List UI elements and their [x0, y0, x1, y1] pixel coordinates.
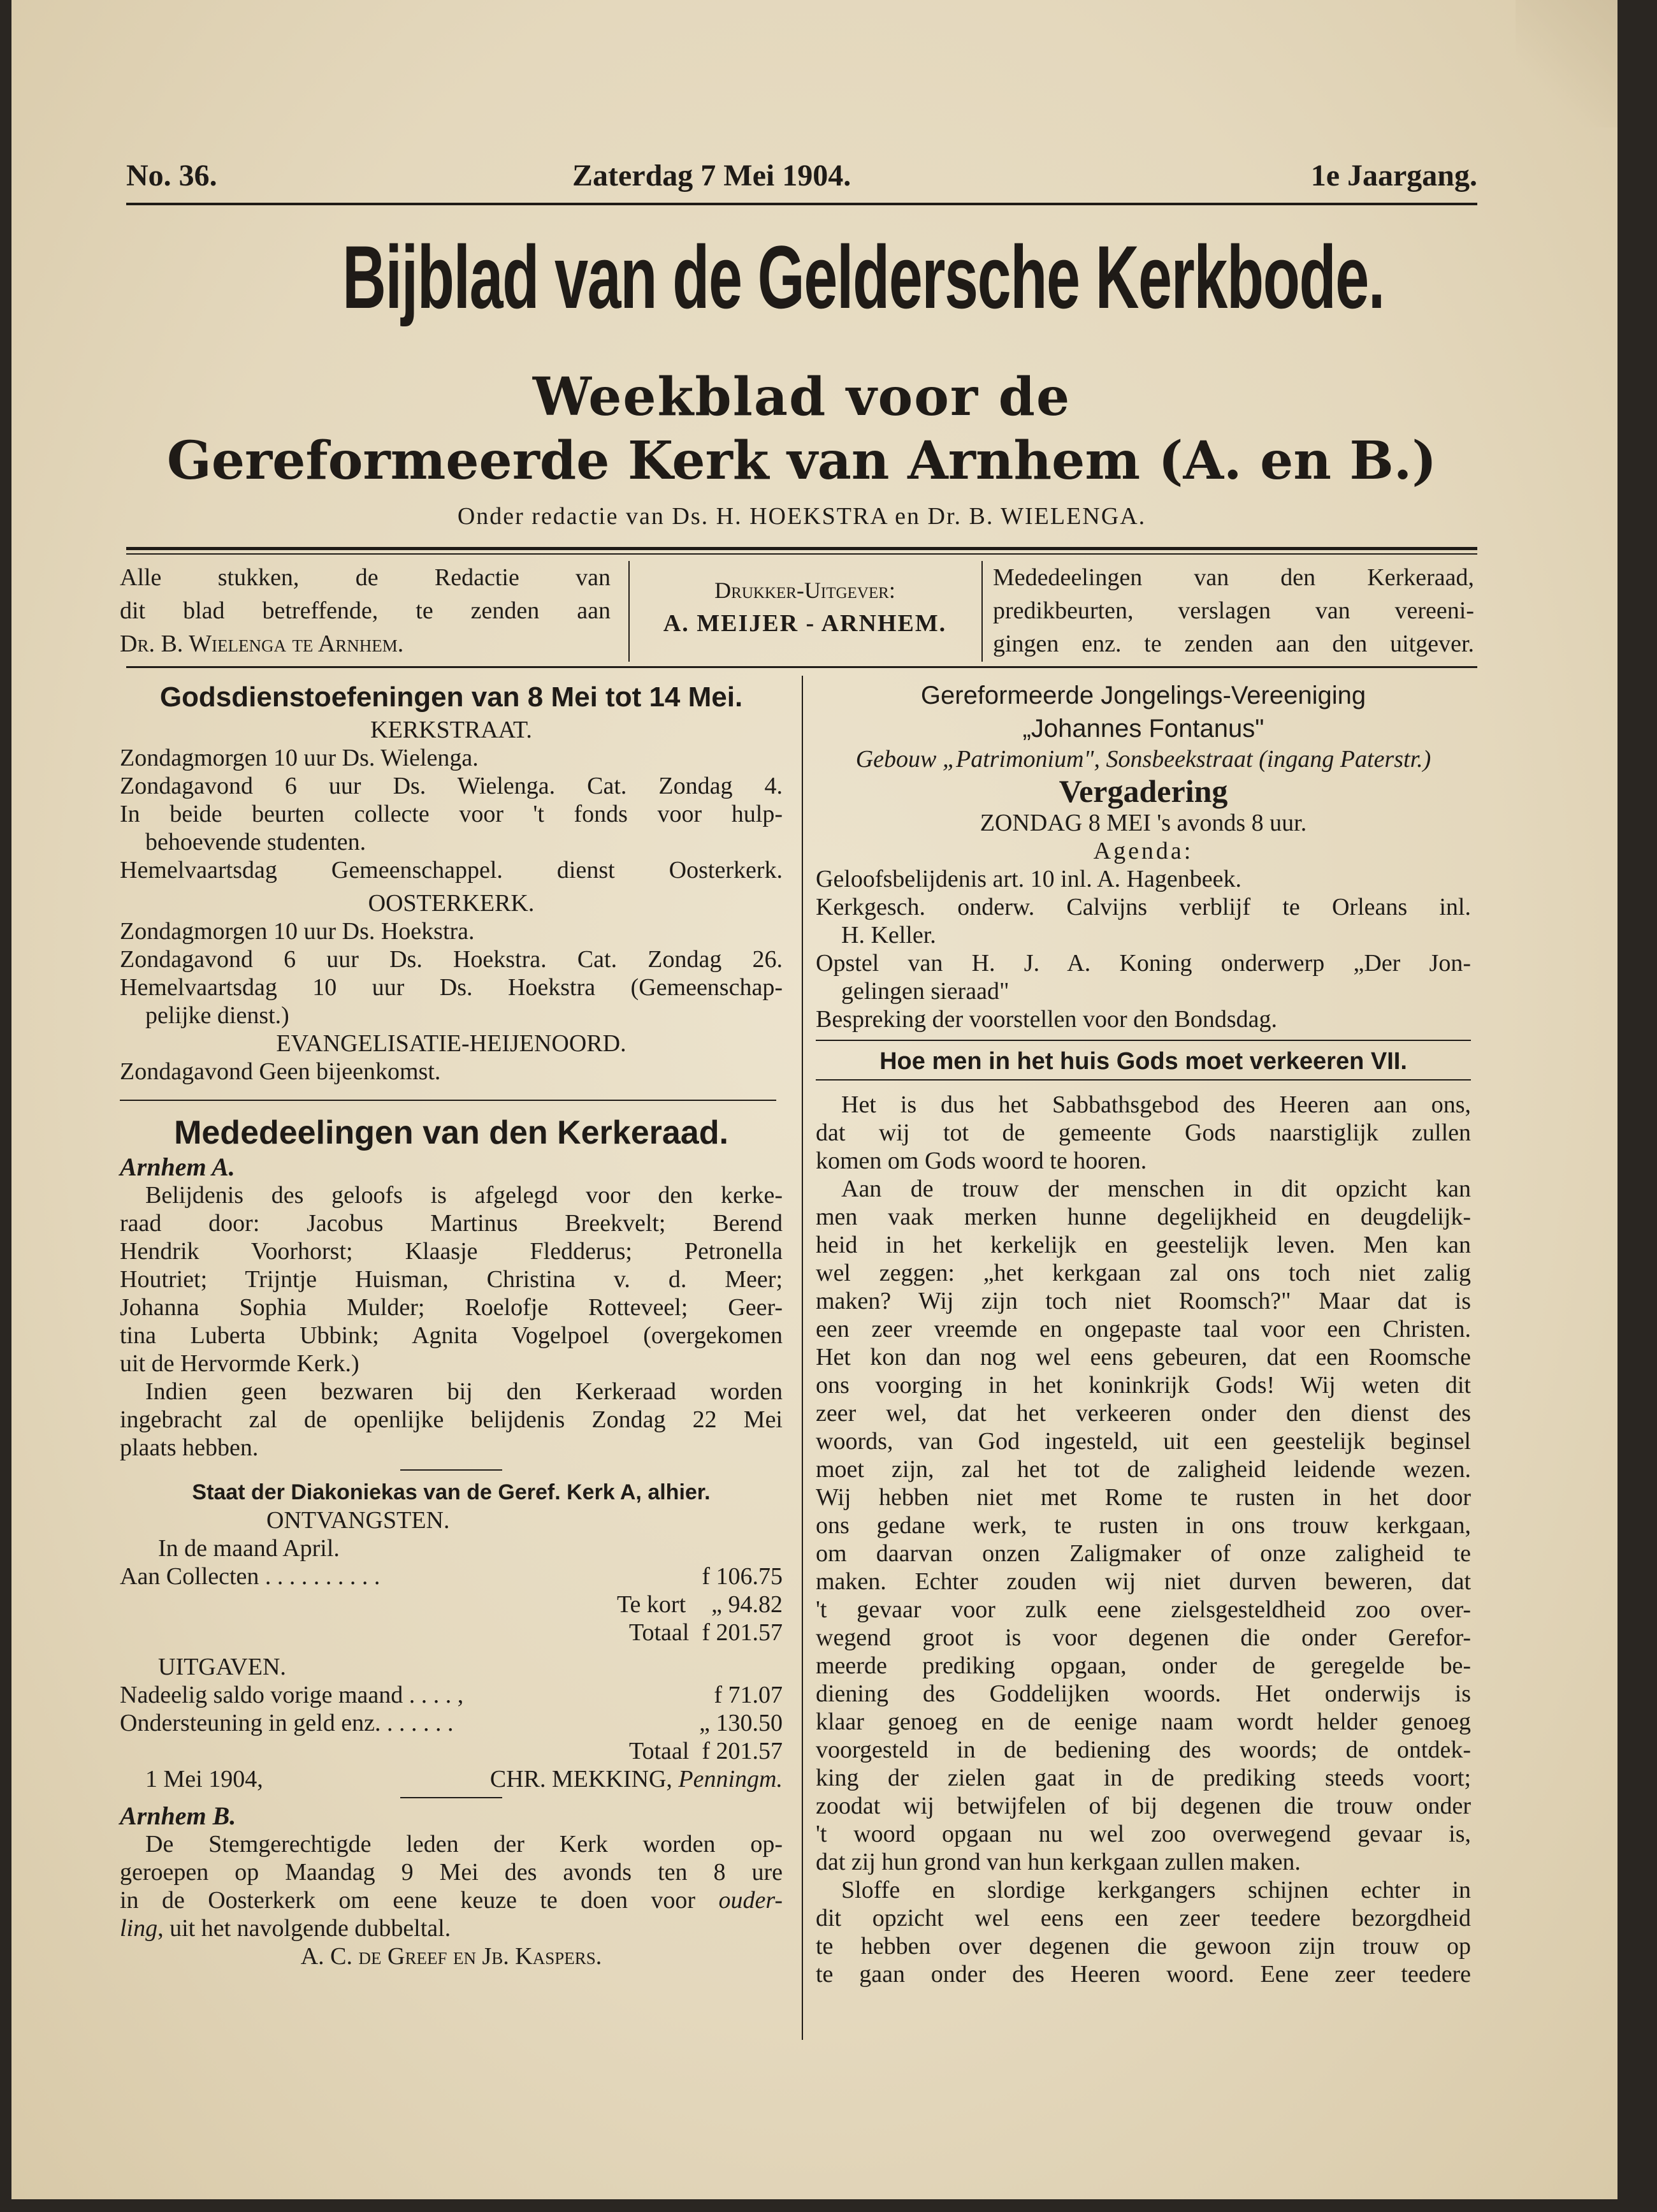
association-subtitle: „Johannes Fontanus" [1022, 715, 1264, 743]
agenda-item: Opstel van H. J. A. Koning onderwerp „Der Jon- [816, 950, 1471, 977]
text-line: Alle stukken, de Redactie van [120, 564, 611, 591]
info-box-submissions [120, 561, 611, 663]
ledger-row [120, 1562, 783, 1590]
agenda-item: Kerkgesch. onderw. Calvijns verblijf te Orleans inl. [816, 894, 1471, 920]
text-line: plaats hebben. [120, 1434, 259, 1461]
text-line: raad door: Jacobus Martinus Breekvelt; Berend [120, 1210, 783, 1237]
box-divider-1 [628, 561, 630, 662]
text-line: Zondagavond 6 uur Ds. Wielenga. Cat. Zondag 4. [120, 773, 783, 799]
text-line: In de maand April. [158, 1535, 340, 1562]
text-line: Mededeelingen van den Kerkeraad, [993, 564, 1474, 591]
article-line: ons voorging in het koninkrijk Gods! Wij weten dit [816, 1372, 1471, 1399]
article-line: diening des Goddelijken woords. Het onderwijs is [816, 1680, 1471, 1707]
text-line: predikbeurten, verslagen van vereeni- [993, 597, 1474, 624]
expenses-heading: UITGAVEN. [158, 1654, 286, 1680]
association-location: Gebouw „Patrimonium", Sonsbeekstraat (ingang Paterstr.) [855, 746, 1431, 773]
text-line: De Stemgerechtigde leden der Kerk worden op- [145, 1831, 783, 1858]
ledger-label: Totaal [628, 1738, 690, 1765]
sign-date: 1 Mei 1904, [145, 1766, 263, 1793]
ledger-row [120, 1709, 783, 1737]
newspaper-page [11, 0, 1617, 2199]
article-line: Het kon dan nog wel eens gebeuren, dat een Roomsche [816, 1344, 1471, 1371]
signatories: A. C. de Greef en Jb. Kaspers. [300, 1943, 602, 1970]
article-line: maken? Wij zijn toch niet Roomsch?" Maar dat is [816, 1288, 1471, 1314]
article-line: meerde prediking opgaan, onder de geregelde be- [816, 1652, 1471, 1679]
article-line: king der zielen gaat in de prediking steeds voort; [816, 1765, 1471, 1791]
article-line: dat wij tot de gemeente Gods naarstiglijk zullen [816, 1119, 1471, 1146]
article-line: om daarvan onzen Zaligmaker of onze zaligheid te [816, 1540, 1471, 1567]
text-line: Zondagmorgen 10 uur Ds. Hoekstra. [120, 918, 475, 945]
info-box-printer [633, 574, 977, 676]
ledger-amount: f 201.57 [702, 1738, 783, 1765]
text-line: geroepen op Maandag 9 Mei des avonds ten 8 ure [120, 1859, 783, 1886]
text-line: Houtriet; Trijntje Huisman, Christina v. d. Meer; [120, 1266, 783, 1293]
editors-line: Onder redactie van Ds. H. HOEKSTRA en Dr. B. WIELENGA. [457, 503, 1147, 530]
ledger-amount: f 106.75 [702, 1563, 783, 1590]
article-line: maken. Echter zouden wij niet durven beweren, dat [816, 1568, 1471, 1595]
text-span: , uit het navolgende dubbeltal. [157, 1915, 451, 1942]
article-line: komen om Gods woord te hooren. [816, 1147, 1147, 1174]
masthead-rule-top [126, 547, 1477, 550]
text-span: ouder- [718, 1887, 783, 1914]
agenda-item: Geloofsbelijdenis art. 10 inl. A. Hagenbeek. [816, 866, 1242, 892]
subtitle-line-2: Gereformeerde Kerk van Arnhem (A. en B.) [166, 430, 1437, 491]
section-rule [816, 1079, 1471, 1081]
article-body [816, 1091, 1471, 1988]
box-divider-2 [981, 561, 983, 662]
short-rule [400, 1469, 502, 1471]
article-line: wegend groot is voor degenen die onder Gerefor- [816, 1624, 1471, 1651]
article-line: zeer wel, dat het verkeeren onder den dienst des [816, 1400, 1471, 1427]
ledger-row [120, 1619, 783, 1647]
meeting-time: ZONDAG 8 MEI 's avonds 8 uur. [980, 810, 1307, 836]
text-line: uit de Hervormde Kerk.) [120, 1350, 359, 1377]
article-line: dit opzicht wel eens een zeer teedere bezorgdheid [816, 1905, 1471, 1932]
article-line: klaar genoeg en de eenige naam wordt helder genoeg [816, 1708, 1471, 1735]
ledger-amount: „ 130.50 [699, 1710, 783, 1736]
ledger-row [120, 1681, 783, 1709]
association-name: Gereformeerde Jongelings-Vereeniging [920, 681, 1366, 709]
text-span: in de Oosterkerk om eene keuze te doen voor [120, 1887, 696, 1914]
column-divider [802, 676, 803, 2040]
text-line [120, 1886, 783, 1914]
text-line: A. MEIJER - ARNHEM. [663, 610, 947, 637]
article-line: wel zeggen: „het kerkgaan zal ons toch niet zalig [816, 1260, 1471, 1286]
header-rule [126, 203, 1477, 205]
text-line: gingen enz. te zenden aan den uitgever. [993, 630, 1474, 657]
text-line: Johanna Sophia Mulder; Roelofje Rotteveel; Geer- [120, 1294, 783, 1321]
text-line: Hendrik Voorhorst; Klaasje Fledderus; Petronella [120, 1238, 783, 1265]
text-line: Belijdenis des geloofs is afgelegd voor den kerke- [145, 1182, 783, 1209]
masthead-info-line [126, 158, 1477, 196]
receipts-heading: ONTVANGSTEN. [266, 1507, 450, 1534]
section-oosterkerk: OOSTERKERK. [368, 890, 535, 917]
ledger-label: Te kort [616, 1591, 686, 1618]
sign-role: Penningm. [678, 1766, 783, 1793]
newspaper-title: Bijblad van de Geldersche Kerkbode. [342, 227, 1385, 327]
text-line: In beide beurten collecte voor 't fonds voor hulp- [120, 801, 783, 827]
text-line: Zondagavond Geen bijeenkomst. [120, 1058, 441, 1085]
article-line: 't gevaar voor zulk eene zielsgesteldheid zoo over- [816, 1596, 1471, 1623]
article-line: heid in het kerkelijk en geestelijk leven. Men kan [816, 1232, 1471, 1258]
text-line: Hemelvaartsdag Gemeenschappel. dienst Oosterkerk. [120, 857, 783, 884]
text-line [120, 1914, 783, 1942]
text-span: ling [120, 1915, 158, 1942]
article-line: ons gedane werk, te rusten in ons trouw kerkgaan, [816, 1512, 1471, 1539]
text-line: Zondagmorgen 10 uur Ds. Wielenga. [120, 745, 479, 771]
text-line: Indien geen bezwaren bij den Kerkeraad worden [145, 1378, 783, 1405]
section-kerkstraat: KERKSTRAAT. [370, 717, 532, 743]
text-line: Hemelvaartsdag 10 uur Ds. Hoekstra (Gemeenschap- [120, 974, 783, 1001]
council-heading: Mededeelingen van den Kerkeraad. [174, 1114, 728, 1151]
article-line: men vaak merken hunne degelijkheid en deugdelijk- [816, 1204, 1471, 1230]
ledger-row [120, 1590, 783, 1619]
text-line: pelijke dienst.) [145, 1002, 289, 1029]
text-line: Drukker-Uitgever: [714, 578, 895, 603]
article-line: moet zijn, zal het tot de zaligheid leidende wezen. [816, 1456, 1471, 1483]
subtitle-line-1: Weekblad voor de [532, 367, 1071, 428]
ledger-amount: f 71.07 [714, 1682, 783, 1708]
article-line: dat zij hun grond van hun kerkgaan zullen maken. [816, 1849, 1301, 1875]
issue-number: No. 36. [126, 159, 217, 193]
ledger-amount: „ 94.82 [711, 1591, 783, 1618]
text-line: behoevende studenten. [145, 829, 366, 855]
ledger-label: Totaal [628, 1619, 690, 1646]
meeting-heading: Vergadering [1059, 773, 1228, 809]
article-line: te gaan onder des Heeren woord. Eene zeer teedere [816, 1961, 1471, 1988]
subhead-arnhem-a: Arnhem A. [120, 1153, 235, 1181]
box-rule-bottom [126, 666, 1477, 668]
ledger-label: Nadeelig saldo vorige maand . . . . , [120, 1682, 464, 1708]
text-line: Dr. B. Wielenga te Arnhem. [120, 630, 404, 657]
article-line: 't woord opgaan nu wel zoo overwegend gevaar is, [816, 1821, 1471, 1847]
ledger-amount: f 201.57 [702, 1619, 783, 1646]
text-line: dit blad betreffende, te zenden aan [120, 597, 611, 624]
sign-name: CHR. MEKKING, [489, 1766, 672, 1793]
article-heading: Hoe men in het huis Gods moet verkeeren VII. [879, 1048, 1407, 1075]
agenda-item: H. Keller. [841, 922, 936, 949]
article-line: een zeer vreemde en ongepaste taal voor een Christen. [816, 1316, 1471, 1342]
section-evangelisatie: EVANGELISATIE-HEIJENOORD. [276, 1030, 626, 1057]
text-line: ingebracht zal de openlijke belijdenis Zondag 22 Mei [120, 1406, 783, 1433]
info-box-announcements [993, 561, 1474, 663]
subhead-arnhem-b: Arnhem B. [120, 1801, 236, 1830]
section-rule [816, 1040, 1471, 1041]
masthead-rule-thin [126, 553, 1477, 555]
agenda-heading: Agenda: [1093, 838, 1194, 864]
short-rule [400, 1797, 502, 1798]
volume: 1e Jaargang. [1310, 159, 1477, 193]
agenda-item: gelingen sieraad" [841, 978, 1009, 1005]
article-line: Wij hebben niet met Rome te rusten in het door [816, 1484, 1471, 1511]
article-line: Sloffe en slordige kerkgangers schijnen echter in [841, 1877, 1471, 1903]
article-line: Aan de trouw der menschen in dit opzicht kan [841, 1175, 1471, 1202]
section-rule [120, 1100, 776, 1101]
left-column [120, 679, 783, 1970]
text-line: tina Luberta Ubbink; Agnita Vogelpoel (overgekomen [120, 1322, 783, 1349]
article-line: Het is dus het Sabbathsgebod des Heeren aan ons, [841, 1091, 1471, 1118]
ledger-label: Aan Collecten . . . . . . . . . . [120, 1563, 380, 1590]
article-line: zoodat wij betwijfelen of bij degenen die trouw onder [816, 1793, 1471, 1819]
ledger-label: Ondersteuning in geld enz. . . . . . . [120, 1710, 454, 1736]
treasury-heading: Staat der Diakoniekas van de Geref. Kerk A, alhier. [192, 1480, 711, 1504]
issue-date: Zaterdag 7 Mei 1904. [572, 159, 851, 193]
text-line: Zondagavond 6 uur Ds. Hoekstra. Cat. Zondag 26. [120, 946, 783, 973]
article-line: voorgesteld in de bediening des woords; de ontdek- [816, 1736, 1471, 1763]
right-column [816, 679, 1471, 1988]
article-line: woords, van God ingesteld, uit een geestelijk beginsel [816, 1428, 1471, 1455]
services-heading: Godsdienstoefeningen van 8 Mei tot 14 Mei. [159, 681, 743, 713]
article-line: te hebben over degenen die gewoon zijn trouw op [816, 1933, 1471, 1960]
signature-row [120, 1765, 783, 1793]
agenda-item: Bespreking der voorstellen voor den Bondsdag. [816, 1006, 1277, 1033]
ledger-row [120, 1737, 783, 1765]
